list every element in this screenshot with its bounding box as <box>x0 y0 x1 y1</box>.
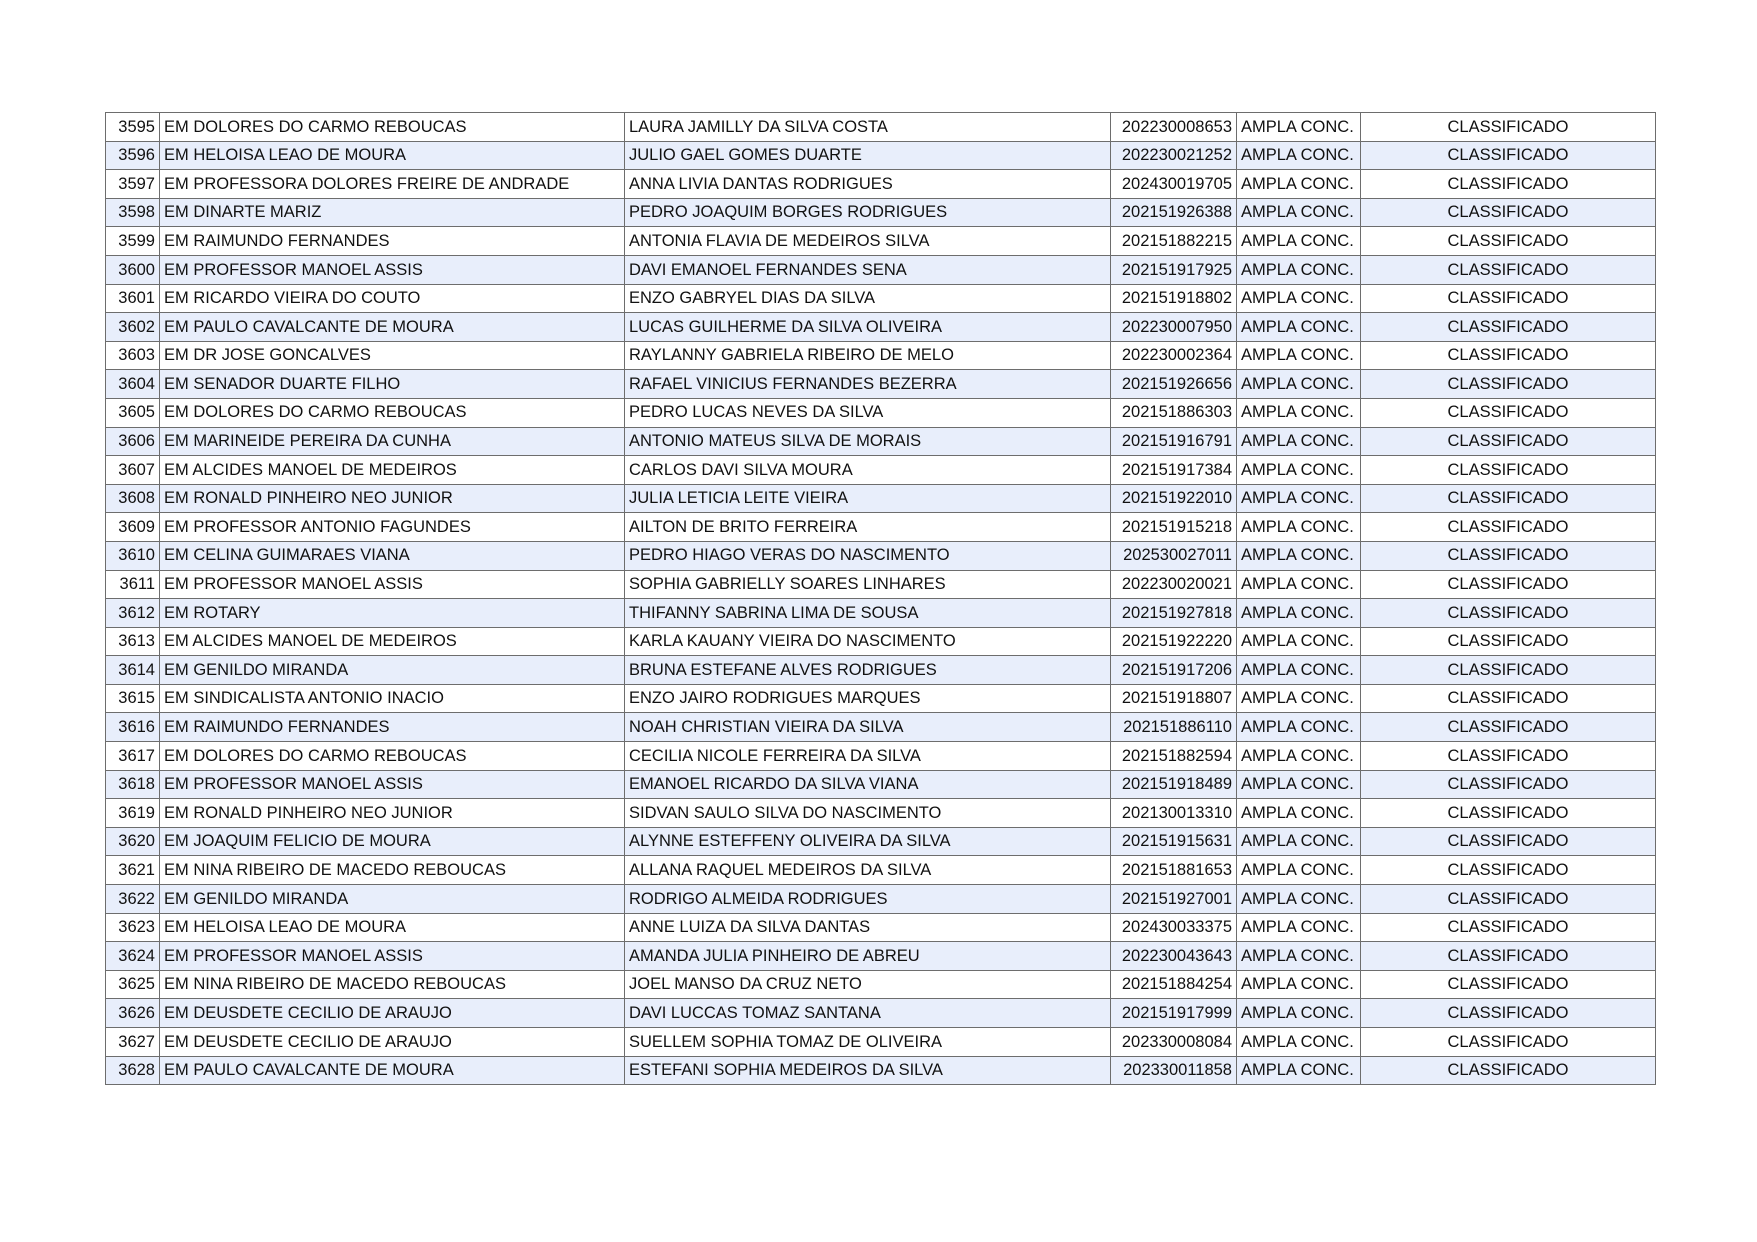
status-label-cell: CLASSIFICADO <box>1361 856 1656 885</box>
student-name-cell: DAVI LUCCAS TOMAZ SANTANA <box>625 999 1111 1028</box>
table-row <box>106 370 1656 399</box>
school-name-cell: EM HELOISA LEAO DE MOURA <box>160 141 625 170</box>
quota-category-cell: AMPLA CONC. <box>1237 541 1361 570</box>
table-row <box>106 284 1656 313</box>
table-row <box>106 255 1656 284</box>
row-number-cell: 3598 <box>106 198 160 227</box>
row-number-cell: 3602 <box>106 313 160 342</box>
status-label-cell: CLASSIFICADO <box>1361 427 1656 456</box>
registration-number-cell: 202151915631 <box>1111 827 1237 856</box>
school-name-cell: EM PROFESSOR MANOEL ASSIS <box>160 570 625 599</box>
school-name-cell: EM GENILDO MIRANDA <box>160 656 625 685</box>
row-number-cell: 3620 <box>106 827 160 856</box>
row-number-cell: 3623 <box>106 913 160 942</box>
status-label-cell: CLASSIFICADO <box>1361 799 1656 828</box>
status-label-cell: CLASSIFICADO <box>1361 942 1656 971</box>
table-row <box>106 141 1656 170</box>
registration-number-cell: 202151927001 <box>1111 885 1237 914</box>
student-name-cell: ENZO JAIRO RODRIGUES MARQUES <box>625 684 1111 713</box>
table-row <box>106 885 1656 914</box>
student-name-cell: ANTONIA FLAVIA DE MEDEIROS SILVA <box>625 227 1111 256</box>
quota-category-cell: AMPLA CONC. <box>1237 370 1361 399</box>
school-name-cell: EM CELINA GUIMARAES VIANA <box>160 541 625 570</box>
school-name-cell: EM JOAQUIM FELICIO DE MOURA <box>160 827 625 856</box>
registration-number-cell: 202430019705 <box>1111 170 1237 199</box>
registration-number-cell: 202151886303 <box>1111 398 1237 427</box>
registration-number-cell: 202151917999 <box>1111 999 1237 1028</box>
registration-number-cell: 202230020021 <box>1111 570 1237 599</box>
table-row <box>106 341 1656 370</box>
student-name-cell: RAYLANNY GABRIELA RIBEIRO DE MELO <box>625 341 1111 370</box>
student-name-cell: JOEL MANSO DA CRUZ NETO <box>625 970 1111 999</box>
quota-category-cell: AMPLA CONC. <box>1237 198 1361 227</box>
registration-number-cell: 202151882594 <box>1111 742 1237 771</box>
table-row <box>106 742 1656 771</box>
table-row <box>106 513 1656 542</box>
student-name-cell: LUCAS GUILHERME DA SILVA OLIVEIRA <box>625 313 1111 342</box>
registration-number-cell: 202151881653 <box>1111 856 1237 885</box>
quota-category-cell: AMPLA CONC. <box>1237 913 1361 942</box>
row-number-cell: 3624 <box>106 942 160 971</box>
quota-category-cell: AMPLA CONC. <box>1237 684 1361 713</box>
registration-number-cell: 202151918802 <box>1111 284 1237 313</box>
quota-category-cell: AMPLA CONC. <box>1237 513 1361 542</box>
status-label-cell: CLASSIFICADO <box>1361 885 1656 914</box>
table-row <box>106 713 1656 742</box>
table-row <box>106 942 1656 971</box>
school-name-cell: EM DR JOSE GONCALVES <box>160 341 625 370</box>
table-row <box>106 541 1656 570</box>
school-name-cell: EM RONALD PINHEIRO NEO JUNIOR <box>160 484 625 513</box>
quota-category-cell: AMPLA CONC. <box>1237 942 1361 971</box>
row-number-cell: 3627 <box>106 1028 160 1057</box>
registration-number-cell: 202151917384 <box>1111 456 1237 485</box>
student-name-cell: BRUNA ESTEFANE ALVES RODRIGUES <box>625 656 1111 685</box>
school-name-cell: EM DINARTE MARIZ <box>160 198 625 227</box>
quota-category-cell: AMPLA CONC. <box>1237 799 1361 828</box>
school-name-cell: EM PROFESSORA DOLORES FREIRE DE ANDRADE <box>160 170 625 199</box>
student-name-cell: DAVI EMANOEL FERNANDES SENA <box>625 255 1111 284</box>
status-label-cell: CLASSIFICADO <box>1361 999 1656 1028</box>
school-name-cell: EM PROFESSOR ANTONIO FAGUNDES <box>160 513 625 542</box>
school-name-cell: EM DEUSDETE CECILIO DE ARAUJO <box>160 1028 625 1057</box>
student-name-cell: PEDRO JOAQUIM BORGES RODRIGUES <box>625 198 1111 227</box>
row-number-cell: 3608 <box>106 484 160 513</box>
quota-category-cell: AMPLA CONC. <box>1237 341 1361 370</box>
school-name-cell: EM PROFESSOR MANOEL ASSIS <box>160 942 625 971</box>
table-row <box>106 398 1656 427</box>
student-name-cell: PEDRO HIAGO VERAS DO NASCIMENTO <box>625 541 1111 570</box>
results-table-body <box>106 113 1656 1085</box>
row-number-cell: 3605 <box>106 398 160 427</box>
table-row <box>106 913 1656 942</box>
quota-category-cell: AMPLA CONC. <box>1237 999 1361 1028</box>
student-name-cell: ESTEFANI SOPHIA MEDEIROS DA SILVA <box>625 1056 1111 1085</box>
row-number-cell: 3616 <box>106 713 160 742</box>
status-label-cell: CLASSIFICADO <box>1361 284 1656 313</box>
student-name-cell: ANTONIO MATEUS SILVA DE MORAIS <box>625 427 1111 456</box>
row-number-cell: 3621 <box>106 856 160 885</box>
table-row <box>106 484 1656 513</box>
quota-category-cell: AMPLA CONC. <box>1237 141 1361 170</box>
table-row <box>106 656 1656 685</box>
row-number-cell: 3626 <box>106 999 160 1028</box>
registration-number-cell: 202230002364 <box>1111 341 1237 370</box>
table-row <box>106 427 1656 456</box>
table-row <box>106 799 1656 828</box>
registration-number-cell: 202151927818 <box>1111 599 1237 628</box>
school-name-cell: EM RICARDO VIEIRA DO COUTO <box>160 284 625 313</box>
quota-category-cell: AMPLA CONC. <box>1237 885 1361 914</box>
row-number-cell: 3612 <box>106 599 160 628</box>
student-name-cell: KARLA KAUANY VIEIRA DO NASCIMENTO <box>625 627 1111 656</box>
row-number-cell: 3619 <box>106 799 160 828</box>
registration-number-cell: 202151918807 <box>1111 684 1237 713</box>
table-row <box>106 170 1656 199</box>
status-label-cell: CLASSIFICADO <box>1361 1028 1656 1057</box>
row-number-cell: 3609 <box>106 513 160 542</box>
student-name-cell: ANNE LUIZA DA SILVA DANTAS <box>625 913 1111 942</box>
status-label-cell: CLASSIFICADO <box>1361 370 1656 399</box>
table-row <box>106 227 1656 256</box>
row-number-cell: 3610 <box>106 541 160 570</box>
status-label-cell: CLASSIFICADO <box>1361 513 1656 542</box>
student-name-cell: AMANDA JULIA PINHEIRO DE ABREU <box>625 942 1111 971</box>
status-label-cell: CLASSIFICADO <box>1361 255 1656 284</box>
quota-category-cell: AMPLA CONC. <box>1237 1028 1361 1057</box>
status-label-cell: CLASSIFICADO <box>1361 827 1656 856</box>
table-row <box>106 827 1656 856</box>
row-number-cell: 3596 <box>106 141 160 170</box>
registration-number-cell: 202151926388 <box>1111 198 1237 227</box>
row-number-cell: 3604 <box>106 370 160 399</box>
status-label-cell: CLASSIFICADO <box>1361 198 1656 227</box>
registration-number-cell: 202330008084 <box>1111 1028 1237 1057</box>
row-number-cell: 3625 <box>106 970 160 999</box>
table-row <box>106 999 1656 1028</box>
row-number-cell: 3618 <box>106 770 160 799</box>
registration-number-cell: 202530027011 <box>1111 541 1237 570</box>
quota-category-cell: AMPLA CONC. <box>1237 255 1361 284</box>
quota-category-cell: AMPLA CONC. <box>1237 1056 1361 1085</box>
quota-category-cell: AMPLA CONC. <box>1237 484 1361 513</box>
school-name-cell: EM DOLORES DO CARMO REBOUCAS <box>160 113 625 142</box>
school-name-cell: EM SINDICALISTA ANTONIO INACIO <box>160 684 625 713</box>
student-name-cell: JULIO GAEL GOMES DUARTE <box>625 141 1111 170</box>
school-name-cell: EM ALCIDES MANOEL DE MEDEIROS <box>160 456 625 485</box>
row-number-cell: 3613 <box>106 627 160 656</box>
school-name-cell: EM HELOISA LEAO DE MOURA <box>160 913 625 942</box>
status-label-cell: CLASSIFICADO <box>1361 484 1656 513</box>
table-row <box>106 770 1656 799</box>
registration-number-cell: 202130013310 <box>1111 799 1237 828</box>
quota-category-cell: AMPLA CONC. <box>1237 570 1361 599</box>
status-label-cell: CLASSIFICADO <box>1361 570 1656 599</box>
registration-number-cell: 202151922220 <box>1111 627 1237 656</box>
school-name-cell: EM DOLORES DO CARMO REBOUCAS <box>160 398 625 427</box>
school-name-cell: EM DOLORES DO CARMO REBOUCAS <box>160 742 625 771</box>
school-name-cell: EM RONALD PINHEIRO NEO JUNIOR <box>160 799 625 828</box>
quota-category-cell: AMPLA CONC. <box>1237 827 1361 856</box>
results-table <box>105 112 1656 1085</box>
table-row <box>106 627 1656 656</box>
status-label-cell: CLASSIFICADO <box>1361 742 1656 771</box>
school-name-cell: EM MARINEIDE PEREIRA DA CUNHA <box>160 427 625 456</box>
quota-category-cell: AMPLA CONC. <box>1237 770 1361 799</box>
registration-number-cell: 202230043643 <box>1111 942 1237 971</box>
row-number-cell: 3600 <box>106 255 160 284</box>
quota-category-cell: AMPLA CONC. <box>1237 398 1361 427</box>
quota-category-cell: AMPLA CONC. <box>1237 313 1361 342</box>
student-name-cell: EMANOEL RICARDO DA SILVA VIANA <box>625 770 1111 799</box>
registration-number-cell: 202151916791 <box>1111 427 1237 456</box>
row-number-cell: 3597 <box>106 170 160 199</box>
registration-number-cell: 202151917206 <box>1111 656 1237 685</box>
registration-number-cell: 202330011858 <box>1111 1056 1237 1085</box>
row-number-cell: 3628 <box>106 1056 160 1085</box>
quota-category-cell: AMPLA CONC. <box>1237 970 1361 999</box>
school-name-cell: EM NINA RIBEIRO DE MACEDO REBOUCAS <box>160 856 625 885</box>
status-label-cell: CLASSIFICADO <box>1361 227 1656 256</box>
student-name-cell: SIDVAN SAULO SILVA DO NASCIMENTO <box>625 799 1111 828</box>
student-name-cell: THIFANNY SABRINA LIMA DE SOUSA <box>625 599 1111 628</box>
row-number-cell: 3603 <box>106 341 160 370</box>
status-label-cell: CLASSIFICADO <box>1361 398 1656 427</box>
quota-category-cell: AMPLA CONC. <box>1237 284 1361 313</box>
table-row <box>106 1056 1656 1085</box>
student-name-cell: NOAH CHRISTIAN VIEIRA DA SILVA <box>625 713 1111 742</box>
status-label-cell: CLASSIFICADO <box>1361 913 1656 942</box>
student-name-cell: ENZO GABRYEL DIAS DA SILVA <box>625 284 1111 313</box>
table-row <box>106 599 1656 628</box>
row-number-cell: 3606 <box>106 427 160 456</box>
quota-category-cell: AMPLA CONC. <box>1237 227 1361 256</box>
registration-number-cell: 202151926656 <box>1111 370 1237 399</box>
student-name-cell: SOPHIA GABRIELLY SOARES LINHARES <box>625 570 1111 599</box>
registration-number-cell: 202151922010 <box>1111 484 1237 513</box>
quota-category-cell: AMPLA CONC. <box>1237 627 1361 656</box>
registration-number-cell: 202151882215 <box>1111 227 1237 256</box>
row-number-cell: 3595 <box>106 113 160 142</box>
row-number-cell: 3601 <box>106 284 160 313</box>
status-label-cell: CLASSIFICADO <box>1361 1056 1656 1085</box>
school-name-cell: EM SENADOR DUARTE FILHO <box>160 370 625 399</box>
table-row <box>106 1028 1656 1057</box>
school-name-cell: EM RAIMUNDO FERNANDES <box>160 227 625 256</box>
student-name-cell: CECILIA NICOLE FERREIRA DA SILVA <box>625 742 1111 771</box>
school-name-cell: EM PROFESSOR MANOEL ASSIS <box>160 770 625 799</box>
quota-category-cell: AMPLA CONC. <box>1237 170 1361 199</box>
student-name-cell: ALLANA RAQUEL MEDEIROS DA SILVA <box>625 856 1111 885</box>
table-row <box>106 684 1656 713</box>
quota-category-cell: AMPLA CONC. <box>1237 599 1361 628</box>
registration-number-cell: 202430033375 <box>1111 913 1237 942</box>
registration-number-cell: 202151915218 <box>1111 513 1237 542</box>
registration-number-cell: 202230007950 <box>1111 313 1237 342</box>
school-name-cell: EM PAULO CAVALCANTE DE MOURA <box>160 1056 625 1085</box>
quota-category-cell: AMPLA CONC. <box>1237 656 1361 685</box>
row-number-cell: 3599 <box>106 227 160 256</box>
school-name-cell: EM PAULO CAVALCANTE DE MOURA <box>160 313 625 342</box>
registration-number-cell: 202151886110 <box>1111 713 1237 742</box>
school-name-cell: EM ALCIDES MANOEL DE MEDEIROS <box>160 627 625 656</box>
row-number-cell: 3607 <box>106 456 160 485</box>
status-label-cell: CLASSIFICADO <box>1361 141 1656 170</box>
quota-category-cell: AMPLA CONC. <box>1237 742 1361 771</box>
registration-number-cell: 202230021252 <box>1111 141 1237 170</box>
quota-category-cell: AMPLA CONC. <box>1237 713 1361 742</box>
table-row <box>106 456 1656 485</box>
results-sheet <box>105 112 1655 1085</box>
school-name-cell: EM GENILDO MIRANDA <box>160 885 625 914</box>
status-label-cell: CLASSIFICADO <box>1361 770 1656 799</box>
student-name-cell: JULIA LETICIA LEITE VIEIRA <box>625 484 1111 513</box>
status-label-cell: CLASSIFICADO <box>1361 113 1656 142</box>
status-label-cell: CLASSIFICADO <box>1361 456 1656 485</box>
status-label-cell: CLASSIFICADO <box>1361 599 1656 628</box>
quota-category-cell: AMPLA CONC. <box>1237 113 1361 142</box>
student-name-cell: ANNA LIVIA DANTAS RODRIGUES <box>625 170 1111 199</box>
student-name-cell: ALYNNE ESTEFFENY OLIVEIRA DA SILVA <box>625 827 1111 856</box>
registration-number-cell: 202151884254 <box>1111 970 1237 999</box>
status-label-cell: CLASSIFICADO <box>1361 713 1656 742</box>
row-number-cell: 3615 <box>106 684 160 713</box>
table-row <box>106 570 1656 599</box>
table-row <box>106 856 1656 885</box>
row-number-cell: 3622 <box>106 885 160 914</box>
school-name-cell: EM PROFESSOR MANOEL ASSIS <box>160 255 625 284</box>
quota-category-cell: AMPLA CONC. <box>1237 456 1361 485</box>
school-name-cell: EM ROTARY <box>160 599 625 628</box>
status-label-cell: CLASSIFICADO <box>1361 313 1656 342</box>
status-label-cell: CLASSIFICADO <box>1361 541 1656 570</box>
student-name-cell: RAFAEL VINICIUS FERNANDES BEZERRA <box>625 370 1111 399</box>
row-number-cell: 3614 <box>106 656 160 685</box>
registration-number-cell: 202151917925 <box>1111 255 1237 284</box>
table-row <box>106 113 1656 142</box>
row-number-cell: 3611 <box>106 570 160 599</box>
status-label-cell: CLASSIFICADO <box>1361 970 1656 999</box>
status-label-cell: CLASSIFICADO <box>1361 170 1656 199</box>
registration-number-cell: 202151918489 <box>1111 770 1237 799</box>
status-label-cell: CLASSIFICADO <box>1361 656 1656 685</box>
status-label-cell: CLASSIFICADO <box>1361 627 1656 656</box>
student-name-cell: PEDRO LUCAS NEVES DA SILVA <box>625 398 1111 427</box>
student-name-cell: LAURA JAMILLY DA SILVA COSTA <box>625 113 1111 142</box>
table-row <box>106 198 1656 227</box>
student-name-cell: AILTON DE BRITO FERREIRA <box>625 513 1111 542</box>
row-number-cell: 3617 <box>106 742 160 771</box>
status-label-cell: CLASSIFICADO <box>1361 684 1656 713</box>
quota-category-cell: AMPLA CONC. <box>1237 856 1361 885</box>
table-row <box>106 970 1656 999</box>
student-name-cell: CARLOS DAVI SILVA MOURA <box>625 456 1111 485</box>
quota-category-cell: AMPLA CONC. <box>1237 427 1361 456</box>
school-name-cell: EM NINA RIBEIRO DE MACEDO REBOUCAS <box>160 970 625 999</box>
registration-number-cell: 202230008653 <box>1111 113 1237 142</box>
school-name-cell: EM RAIMUNDO FERNANDES <box>160 713 625 742</box>
status-label-cell: CLASSIFICADO <box>1361 341 1656 370</box>
student-name-cell: RODRIGO ALMEIDA RODRIGUES <box>625 885 1111 914</box>
table-row <box>106 313 1656 342</box>
student-name-cell: SUELLEM SOPHIA TOMAZ DE OLIVEIRA <box>625 1028 1111 1057</box>
school-name-cell: EM DEUSDETE CECILIO DE ARAUJO <box>160 999 625 1028</box>
